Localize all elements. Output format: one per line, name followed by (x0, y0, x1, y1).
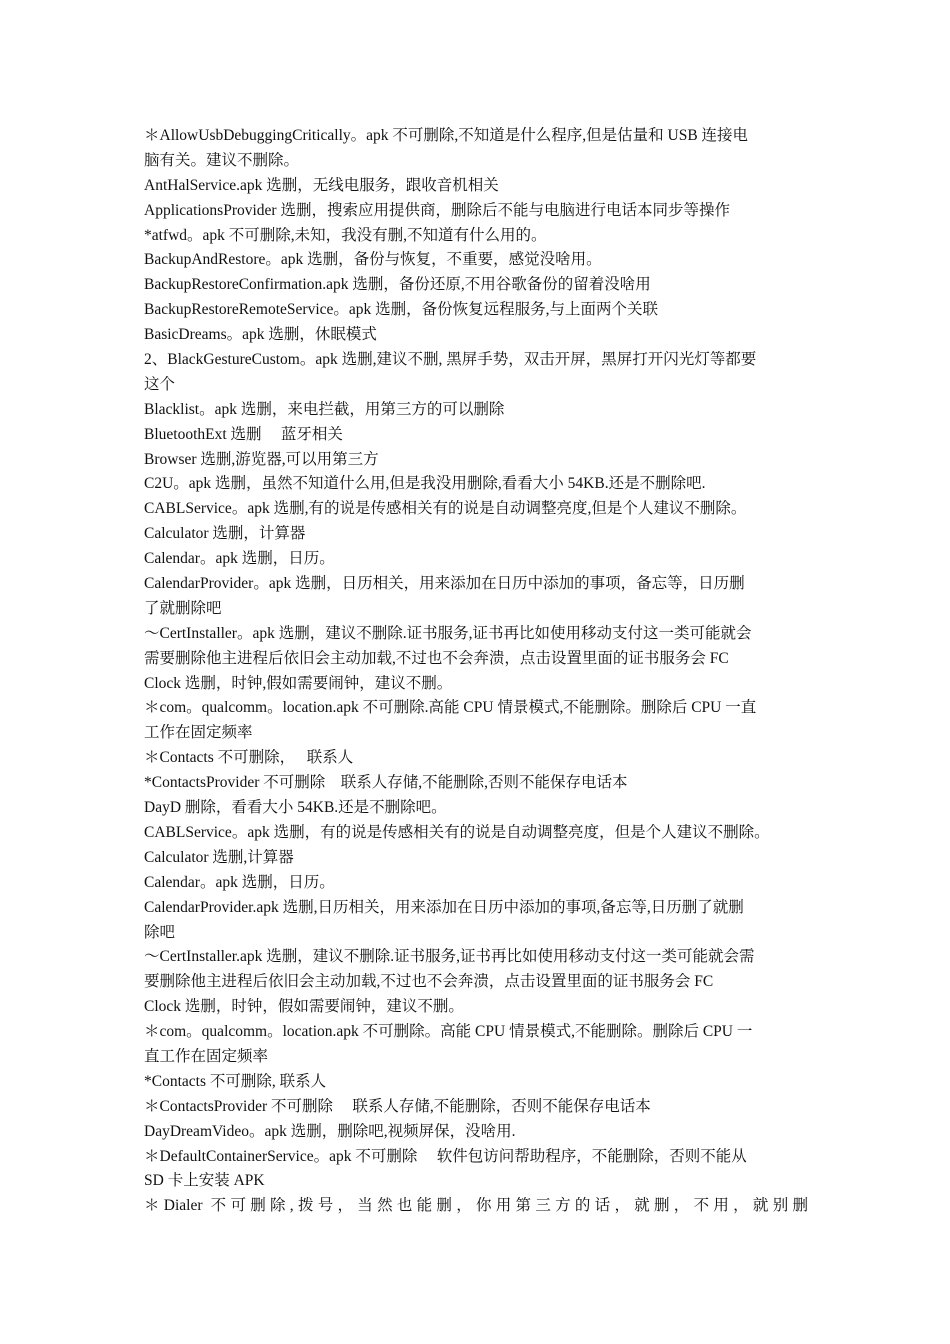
text-line-15: C2U。apk 选删，虽然不知道什么用,但是我没用删除,看看大小 54KB.还是不删除吧. (144, 475, 706, 493)
text-line-27: *ContactsProvider 不可删除 联系人存储,不能删除,否则不能保存电话本 (144, 774, 628, 792)
text-line-44: ＊Dialer 不可删除,拨号，当然也能删，你用第三方的话，就删，不用，就别删 (144, 1197, 808, 1215)
document-body (144, 124, 808, 1219)
text-line-2: 脑有关。建议不删除。 (144, 151, 300, 169)
text-line-18: Calendar。apk 选删，日历。 (144, 550, 335, 568)
text-line-22: 需要删除他主进程后依旧会主动加载,不过也不会奔溃，点击设置里面的证书服务会 FC (144, 649, 729, 667)
text-line-6: BackupAndRestore。apk 选删，备份与恢复，不重要，感觉没啥用。 (144, 251, 602, 269)
text-line-8: BackupRestoreRemoteService。apk 选删，备份恢复远程服务,与上面两个关联 (144, 301, 659, 319)
text-line-1: ＊AllowUsbDebuggingCritically。apk 不可删除,不知道是什么程序,但是估量和 USB 连接电 (144, 127, 749, 144)
text-line-13: BluetoothExt 选删 蓝牙相关 (144, 425, 343, 443)
text-line-38: 直工作在固定频率 (144, 1047, 269, 1065)
text-line-26: ＊Contacts 不可删除， 联系人 (144, 749, 354, 767)
text-line-24: ＊com。qualcomm。location.apk 不可删除.高能 CPU 情景模式,不能删除。删除后 CPU 一直 (144, 699, 757, 717)
text-line-20: 了就删除吧 (144, 599, 222, 617)
text-line-35: 要删除他主进程后依旧会主动加载,不过也不会奔溃，点击设置里面的证书服务会 FC (144, 973, 714, 991)
text-line-43: SD 卡上安装 APK (144, 1172, 265, 1190)
text-line-37: ＊com。qualcomm。location.apk 不可删除。高能 CPU 情景模式,不能删除。删除后 CPU 一 (144, 1023, 753, 1041)
text-line-10: 2、BlackGestureCustom。apk 选删,建议不删, 黑屏手势，双击开屏，黑屏打开闪光灯等都要 (144, 351, 757, 369)
text-line-41: DayDreamVideo。apk 选删，删除吧,视频屏保，没啥用. (144, 1122, 516, 1140)
text-line-42: ＊DefaultContainerService。apk 不可删除 软件包访问帮助程序，不能删除，否则不能从 (144, 1147, 747, 1165)
text-line-12: Blacklist。apk 选删，来电拦截，用第三方的可以删除 (144, 400, 505, 418)
text-line-9: BasicDreams。apk 选删，休眠模式 (144, 326, 377, 344)
text-line-5: *atfwd。apk 不可删除,未知，我没有删,不知道有什么用的。 (144, 226, 547, 244)
text-line-16: CABLService。apk 选删,有的说是传感相关有的说是自动调整亮度,但是个人建议不删除。 (144, 500, 747, 518)
text-line-19: CalendarProvider。apk 选删，日历相关，用来添加在日历中添加的事项，备忘等，日历删 (144, 575, 745, 593)
text-line-36: Clock 选删，时钟，假如需要闹钟，建议不删。 (144, 998, 464, 1016)
text-line-33: 除吧 (144, 923, 176, 941)
text-line-7: BackupRestoreConfirmation.apk 选删，备份还原,不用谷歌备份的留着没啥用 (144, 276, 651, 294)
text-line-4: ApplicationsProvider 选删，搜索应用提供商，删除后不能与电脑进行电话本同步等操作 (144, 201, 730, 219)
text-line-17: Calculator 选删，计算器 (144, 525, 306, 543)
text-line-31: Calendar。apk 选删，日历。 (144, 873, 335, 891)
text-line-11: 这个 (144, 375, 176, 393)
text-line-23: Clock 选删，时钟,假如需要闹钟，建议不删。 (144, 674, 453, 692)
text-line-14: Browser 选删,游览器,可以用第三方 (144, 450, 379, 468)
text-line-39: *Contacts 不可删除, 联系人 (144, 1072, 327, 1090)
text-line-32: CalendarProvider.apk 选删,日历相关，用来添加在日历中添加的事项,备忘等,日历删了就删 (144, 898, 744, 916)
text-line-34: ～CertInstaller.apk 选删，建议不删除.证书服务,证书再比如使用移动支付这一类可能就会需 (144, 948, 755, 966)
text-line-21: ～CertInstaller。apk 选删，建议不删除.证书服务,证书再比如使用移动支付这一类可能就会 (144, 624, 752, 642)
text-line-30: Calculator 选删,计算器 (144, 848, 294, 866)
text-line-29: CABLService。apk 选删，有的说是传感相关有的说是自动调整亮度，但是个人建议不删除。 (144, 823, 770, 841)
text-line-25: 工作在固定频率 (144, 724, 253, 742)
text-line-40: ＊ContactsProvider 不可删除 联系人存储,不能删除，否则不能保存电话本 (144, 1097, 651, 1115)
text-line-3: AntHalService.apk 选删，无线电服务，跟收音机相关 (144, 176, 499, 194)
text-line-28: DayD 删除，看看大小 54KB.还是不删除吧。 (144, 799, 447, 817)
